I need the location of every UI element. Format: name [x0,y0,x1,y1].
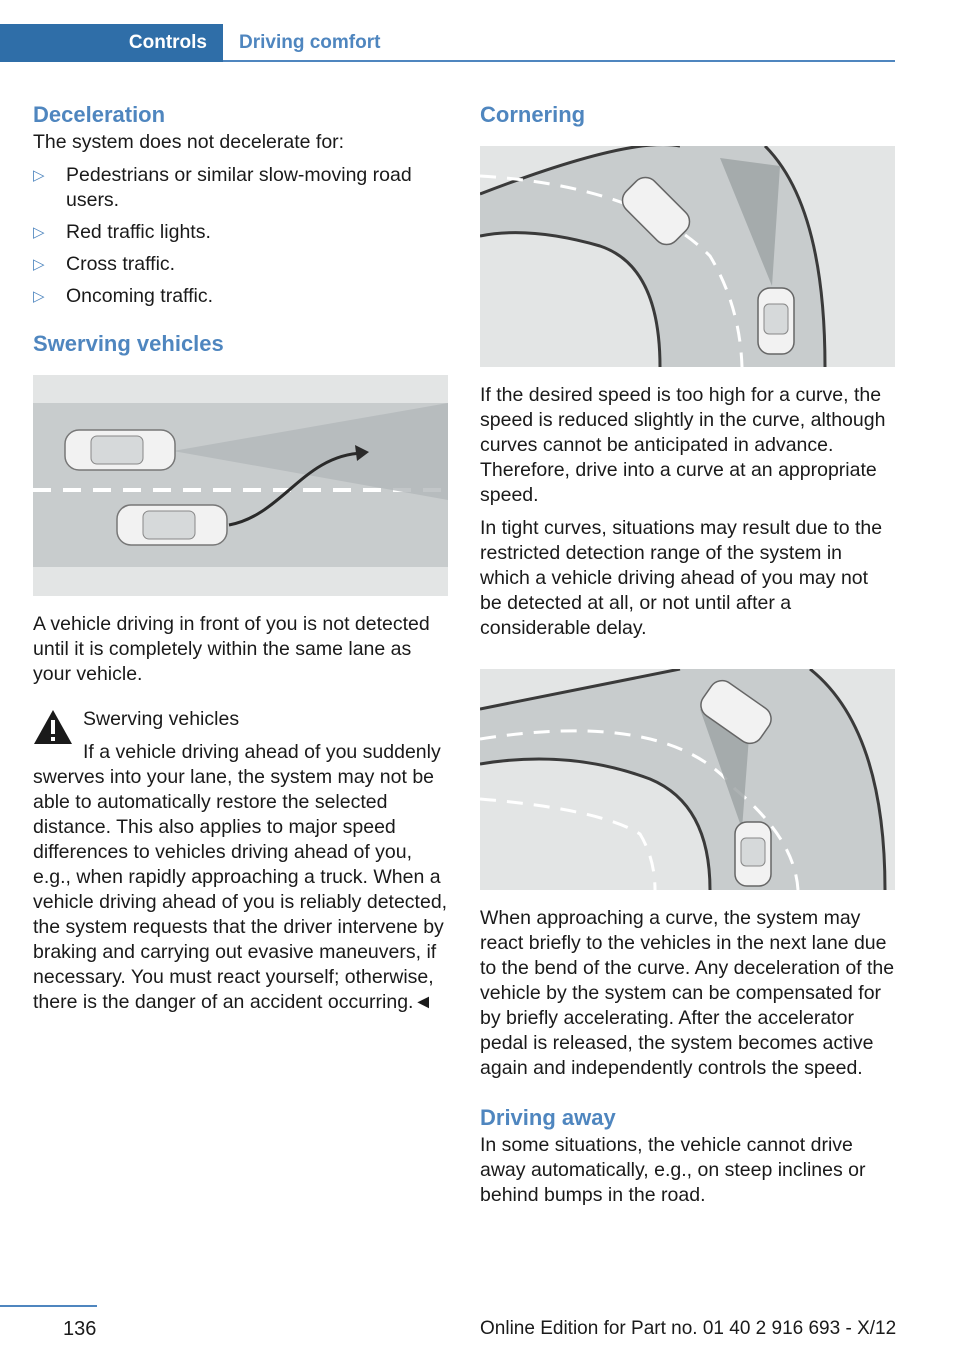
car-ahead-icon [65,430,175,470]
deceleration-intro: The system does not decelerate for: [33,131,345,153]
edition-footer: Online Edition for Part no. 01 40 2 916 693 - X/12 [480,1318,897,1339]
right-column [480,100,895,1216]
header-tabs [0,24,380,62]
swerving-heading: Swerving vehicles [33,331,224,356]
cornering-paragraph-2: In tight curves, situations may result due to the restricted detection range of the system in which a vehicle driving ahead of you may not be detected at all, or not until after a considerable delay. [480,517,883,639]
list-item: ▷ Red traffic lights. [33,221,211,243]
footer-rule [0,1305,97,1307]
driving-away-body: In some situations, the vehicle cannot drive away automatically, e.g., on steep inclines or behind bumps in the road. [480,1134,866,1206]
car-swerving-icon [117,505,227,545]
list-item: ▷ Oncoming traffic. [33,285,214,307]
deceleration-list [33,163,448,309]
cornering-heading: Cornering [480,102,586,127]
cornering-paragraph-1: If the desired speed is too high for a curve, the speed is reduced slightly in the curve, although curves cannot be anticipated in advance. Therefore, drive into a curve at an appropriate speed. [480,384,886,506]
warning-body: If a vehicle driving ahead of you suddenly swerves into your lane, the system may not be able to automatically restore the selected distance. This also applies to major speed differences to vehicles driving ahead of you, e.g., when rapidly approaching a truck. When a vehicle driving ahead of you is reliably detected, the system requests that the driver intervene by braking and carrying out evasive maneuvers, if necessary. You must react yourself; otherwise, there is the danger of an accident occurring.◄ [33,741,448,1013]
warning-triangle-icon [33,709,73,745]
cornering-paragraph-3: When approaching a curve, the system may react briefly to the vehicles in the next lane due to the bend of the curve. Any deceleration of the vehicle by the system can be compensated for by briefly accelerating. After the accelerator pedal is released, the system becomes active again and independently controls the speed. [480,907,895,1079]
left-column [33,100,448,1023]
swerving-body: A vehicle driving in front of you is not detected until it is completely within the same lane as your vehicle. [33,613,430,685]
list-item: ▷ Cross traffic. [33,253,176,275]
triangle-bullet-icon: ▷ [33,224,45,241]
swerving-vehicles-illustration [33,375,448,596]
tab-driving-comfort[interactable]: Driving comfort [239,32,381,53]
car-following-icon [735,822,771,886]
header-rule [223,60,895,62]
deceleration-heading: Deceleration [33,102,166,127]
tab-controls[interactable]: Controls [0,24,223,62]
list-item: ▷ Pedestrians or similar slow-moving road users. [33,164,412,211]
driving-away-heading: Driving away [480,1105,616,1130]
triangle-bullet-icon: ▷ [33,167,45,184]
triangle-bullet-icon: ▷ [33,288,45,305]
triangle-bullet-icon: ▷ [33,256,45,273]
warning-block [33,707,448,1015]
cornering-illustration-1 [480,146,895,367]
warning-title: Swerving vehicles [83,708,240,730]
car-following-icon [758,288,794,354]
page-number: 136 [63,1318,97,1340]
cornering-illustration-2 [480,669,895,890]
